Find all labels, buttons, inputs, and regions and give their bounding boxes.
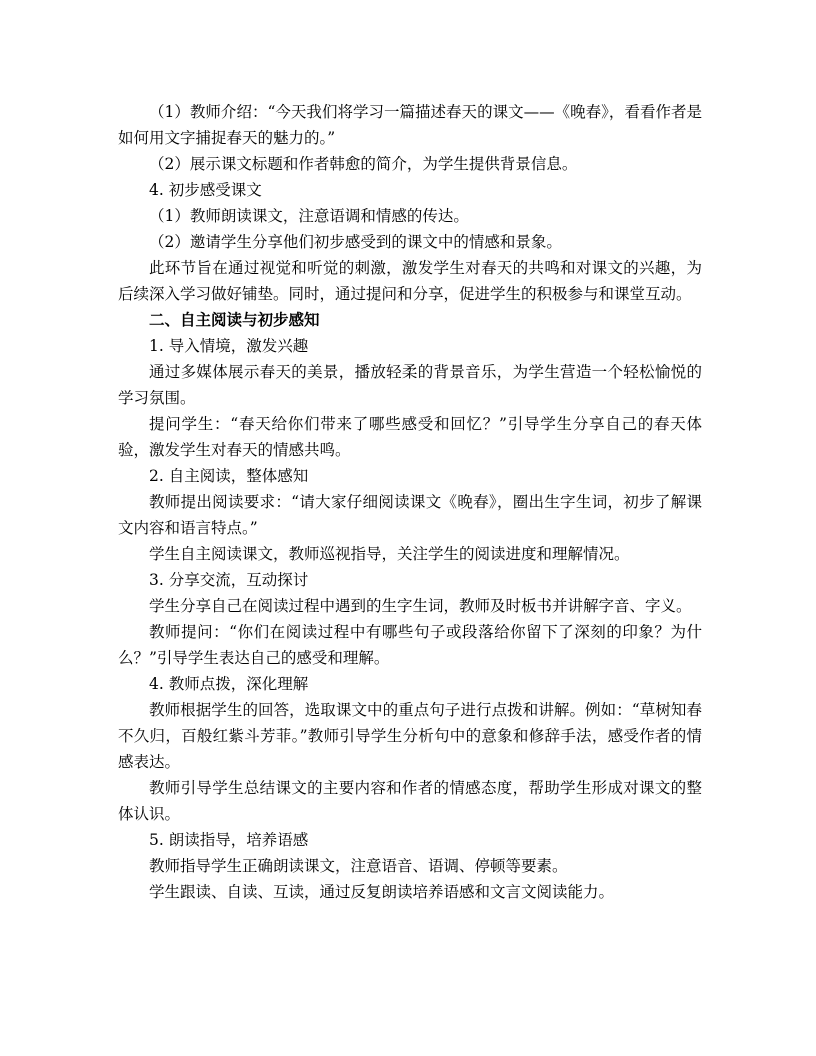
paragraph-intro-teacher: （1）教师介绍：“今天我们将学习一篇描述春天的课文——《晚春》，看看作者是如何用文字捕捉春天的魅力的。” [118, 103, 702, 147]
subheading-reading-aloud: 5. 朗读指导，培养语感 [149, 831, 309, 849]
paragraph-reading-requirement: 教师提出阅读要求：“请大家仔细阅读课文《晚春》，圈出生字生词，初步了解课文内容和语言特点。” [118, 493, 702, 537]
section-heading-self-reading: 二、自主阅读与初步感知 [149, 310, 320, 329]
paragraph-segment-purpose: 此环节旨在通过视觉和听觉的刺激，激发学生对春天的共鸣和对课文的兴趣，为后续深入学习做好铺垫。同时，通过提问和分享，促进学生的积极参与和课堂互动。 [118, 259, 702, 303]
paragraph-show-title: （2）展示课文标题和作者韩愈的简介，为学生提供背景信息。 [149, 155, 578, 173]
paragraph-question-spring: 提问学生：“春天给你们带来了哪些感受和回忆？”引导学生分享自己的春天体验，激发学生对春天的情感共鸣。 [118, 415, 702, 459]
subheading-guidance: 4. 教师点拨，深化理解 [149, 675, 309, 693]
paragraph-vocabulary: 学生分享自己在阅读过程中遇到的生字生词，教师及时板书并讲解字音、字义。 [149, 597, 692, 615]
paragraph-teacher-question: 教师提问：“你们在阅读过程中有哪些句子或段落给你留下了深刻的印象？为什么？”引导学生表达自己的感受和理解。 [118, 623, 702, 667]
document-page [118, 99, 702, 905]
paragraph-summary: 教师引导学生总结课文的主要内容和作者的情感态度，帮助学生形成对课文的整体认识。 [118, 779, 702, 823]
subheading-situation: 1. 导入情境，激发兴趣 [149, 337, 309, 355]
paragraph-reading-guidance: 教师指导学生正确朗读课文，注意语音、语调、停顿等要素。 [149, 857, 568, 875]
paragraph-multimedia: 通过多媒体展示春天的美景，播放轻柔的背景音乐，为学生营造一个轻松愉悦的学习氛围。 [118, 363, 702, 407]
paragraph-teacher-read: （1）教师朗读课文，注意语调和情感的传达。 [149, 207, 469, 225]
paragraph-key-sentences: 教师根据学生的回答，选取课文中的重点句子进行点拨和讲解。例如：“草树知春不久归，百般红紫斗芳菲。”教师引导学生分析句中的意象和修辞手法，感受作者的情感表达。 [118, 701, 702, 771]
paragraph-repeated-reading: 学生跟读、自读、互读，通过反复朗读培养语感和文言文阅读能力。 [149, 883, 615, 901]
paragraph-student-reading: 学生自主阅读课文，教师巡视指导，关注学生的阅读进度和理解情况。 [149, 545, 630, 563]
subheading-self-read: 2. 自主阅读，整体感知 [149, 467, 309, 485]
subheading-share: 3. 分享交流，互动探讨 [149, 571, 309, 589]
subheading-feel-text: 4. 初步感受课文 [149, 181, 262, 199]
paragraph-invite-share: （2）邀请学生分享他们初步感受到的课文中的情感和景象。 [149, 233, 562, 251]
